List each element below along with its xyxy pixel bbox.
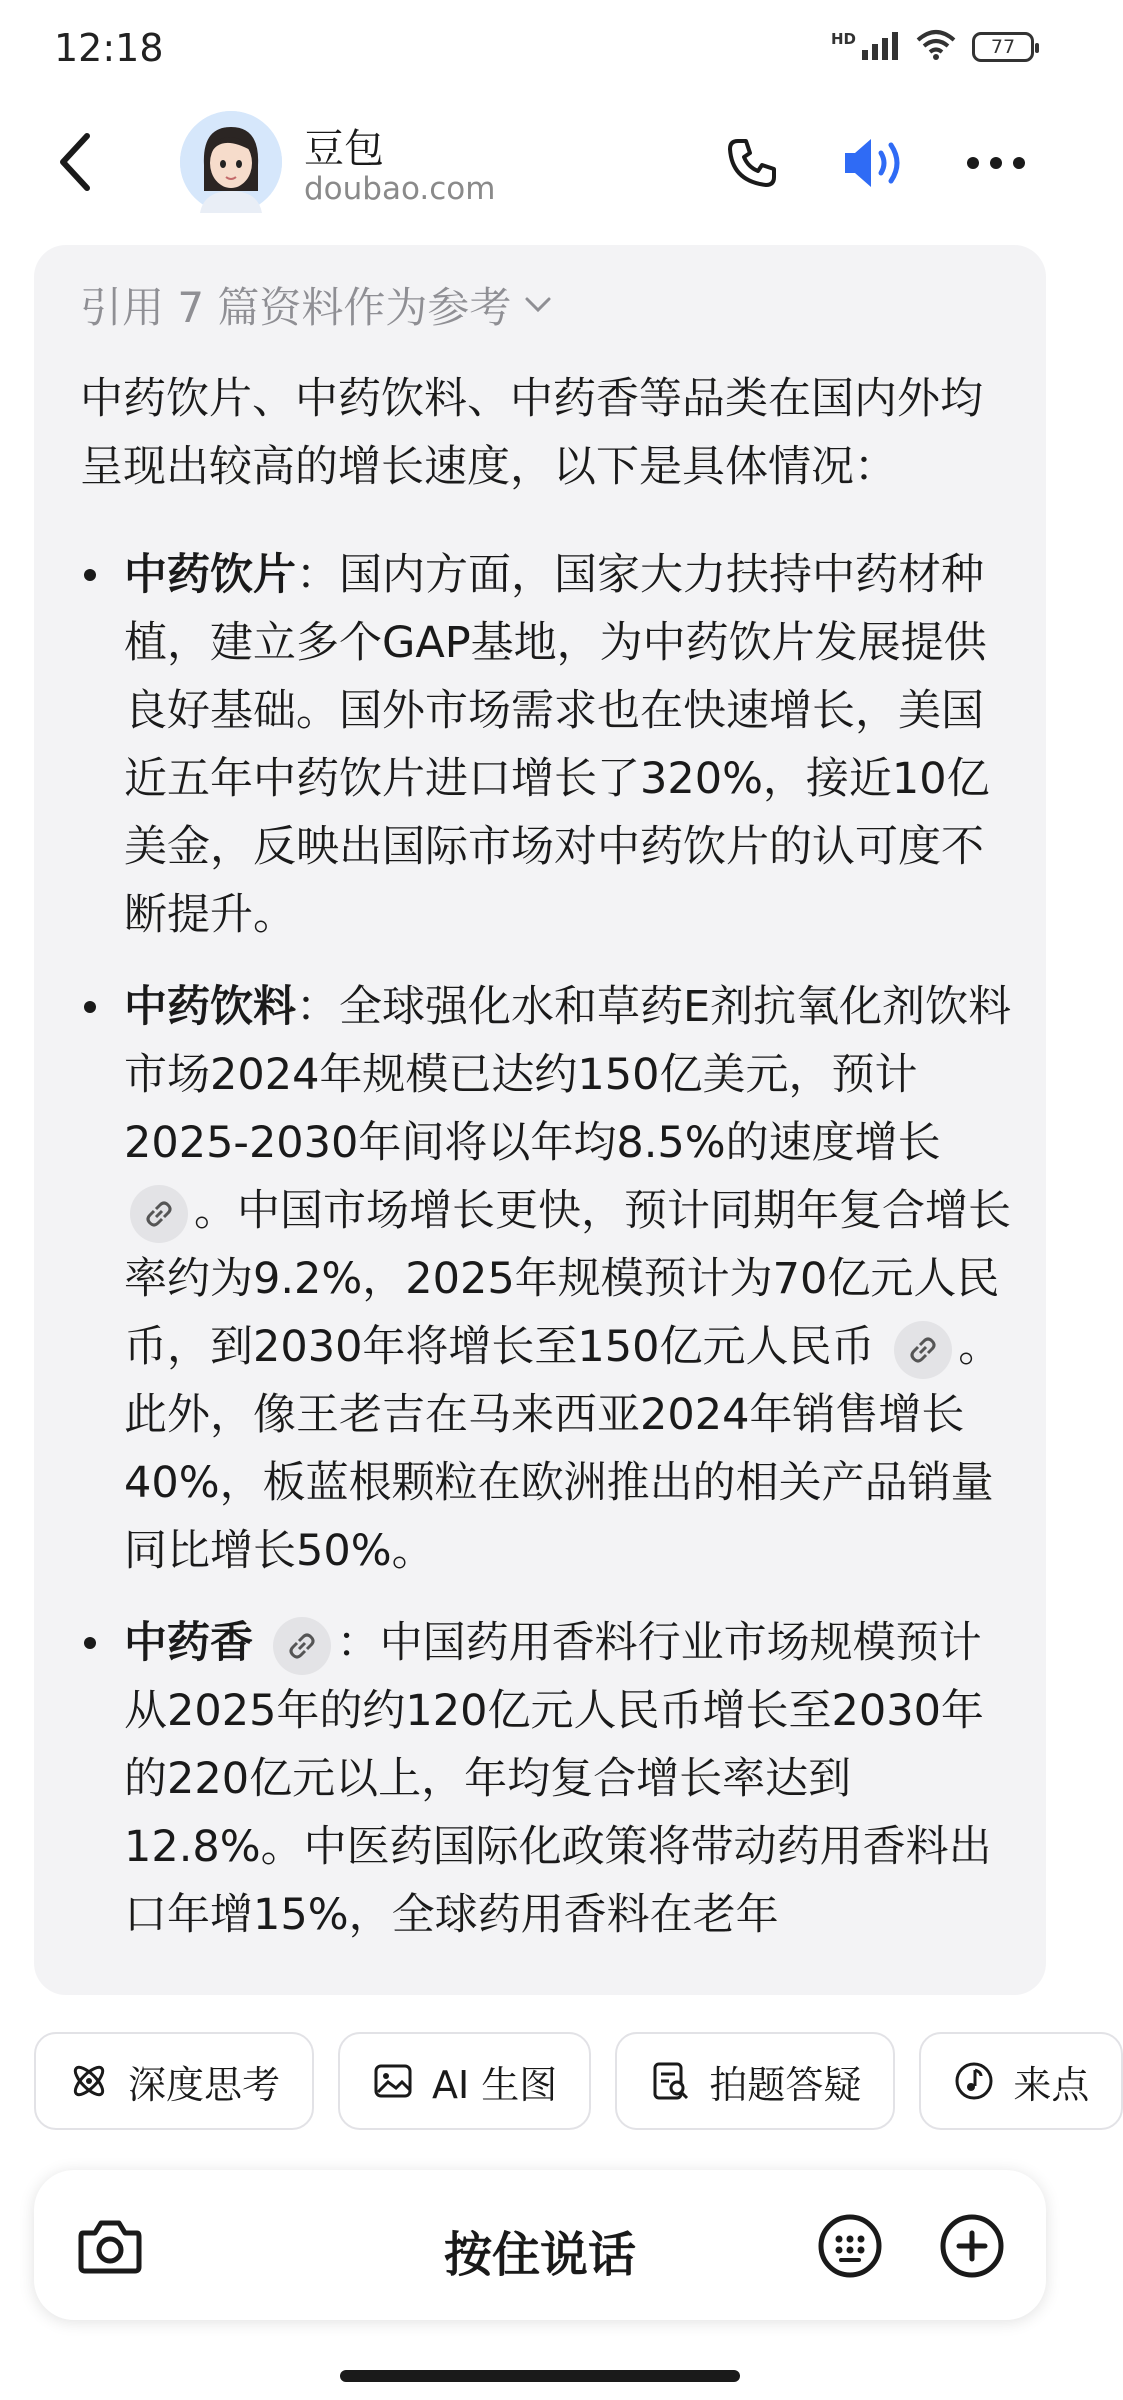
phone-icon [724, 135, 780, 191]
image-icon [372, 2060, 414, 2102]
avatar[interactable] [180, 111, 282, 213]
references-toggle[interactable] [80, 275, 553, 335]
references-label: 引用 7 篇资料作为参考 [80, 283, 512, 332]
link-icon [906, 1333, 940, 1367]
hold-to-talk-button[interactable]: 按住说话 [443, 2227, 636, 2283]
plus-icon [939, 2213, 1005, 2279]
chevron-left-icon [55, 132, 95, 192]
citation-link[interactable] [130, 1185, 188, 1243]
input-bar [34, 2170, 1046, 2320]
list-item [80, 973, 1020, 1585]
item-text: 。中国市场增长更快，预计同期年复合增长率约为9.2%，2025年规模预计为70亿元人民币，到2030年将增长至150亿元人民币 [124, 1186, 1011, 1372]
wifi-icon [916, 30, 956, 64]
deep-think-label: 深度思考 [128, 2062, 281, 2107]
speaker-button[interactable] [836, 127, 912, 199]
speaker-icon [841, 135, 907, 191]
item-title: 中药饮料 [124, 982, 296, 1032]
music-button[interactable] [919, 2032, 1123, 2130]
citation-link[interactable] [273, 1617, 331, 1675]
citation-link[interactable] [894, 1321, 952, 1379]
deep-think-button[interactable] [34, 2032, 314, 2130]
battery-icon: 77 [972, 32, 1034, 62]
emoji-button[interactable] [812, 2208, 888, 2284]
quick-actions-bar [34, 2032, 1123, 2134]
item-text: ：全球强化水和草药E剂抗氧化剂饮料市场2024年规模已达约150亿美元，预计2025-2030年间将以年均8.5%的速度增长 [124, 982, 1012, 1168]
item-title: 中药香 [124, 1618, 253, 1668]
bot-domain: doubao.com [304, 171, 496, 207]
item-text: ：中国药用香料行业市场规模预计从2025年的约120亿元人民币增长至2030年的220亿元以上，年均复合增长率达到12.8%。中医药国际化政策将带动药用香料出口年增15%，全球药用香料在老年 [124, 1618, 992, 1940]
ai-image-button[interactable] [338, 2032, 591, 2130]
network-type-label: HD [830, 30, 856, 48]
chevron-down-icon [523, 295, 553, 315]
list-item [80, 541, 1020, 949]
status-time: 12:18 [54, 26, 164, 70]
assistant-message [34, 245, 1046, 1995]
ai-image-label: AI 生图 [432, 2062, 558, 2107]
list-item [80, 1609, 1020, 1949]
more-options-button[interactable] [958, 127, 1034, 199]
atom-icon [68, 2060, 110, 2102]
link-icon [142, 1197, 176, 1231]
music-label: 来点 [1013, 2062, 1090, 2107]
item-text: 。此外，像王老吉在马来西亚2024年销售增长40%，板蓝根颗粒在欧洲推出的相关产品销量同比增长50%。 [124, 1322, 1002, 1576]
photo-question-label: 拍题答疑 [709, 2062, 862, 2107]
signal-icon [862, 30, 900, 64]
emoji-icon [817, 2213, 883, 2279]
call-button[interactable] [716, 127, 788, 199]
music-icon [953, 2060, 995, 2102]
message-body [80, 365, 1020, 1973]
link-icon [285, 1629, 319, 1663]
photo-question-button[interactable] [615, 2032, 895, 2130]
question-doc-icon [649, 2060, 691, 2102]
bot-name: 豆包 [304, 126, 384, 172]
item-text: ：国内方面，国家大力扶持中药材种植，建立多个GAP基地，为中药饮片发展提供良好基础。国外市场需求也在快速增长，美国近五年中药饮片进口增长了320%，接近10亿美金，反映出国际市场对中药饮片的认可度不断提升。 [124, 550, 990, 940]
message-intro: 中药饮片、中药饮料、中药香等品类在国内外均呈现出较高的增长速度，以下是具体情况： [80, 374, 983, 492]
status-bar [0, 0, 1080, 100]
item-title: 中药饮片 [124, 550, 296, 600]
more-icon [966, 156, 1026, 170]
back-button[interactable] [40, 127, 110, 197]
bullet-list [80, 541, 1020, 1949]
chat-header [0, 105, 1080, 225]
status-icons [831, 30, 1034, 64]
add-button[interactable] [934, 2208, 1010, 2284]
home-indicator[interactable] [340, 2370, 740, 2382]
